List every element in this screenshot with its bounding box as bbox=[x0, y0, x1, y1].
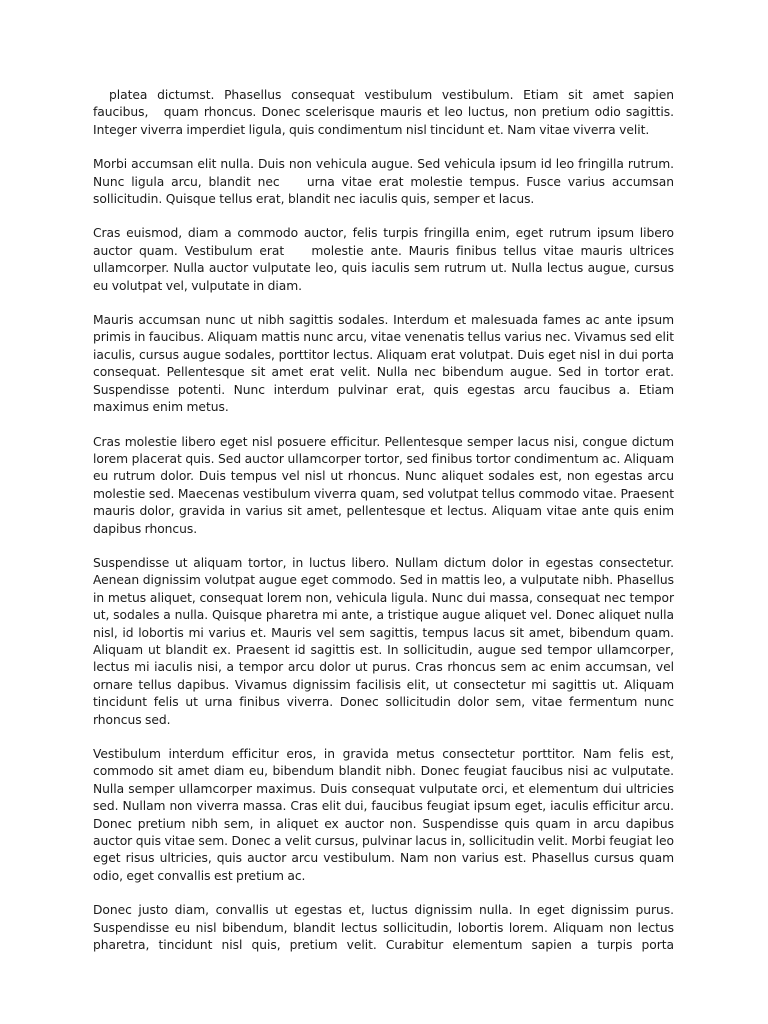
paragraph-3: Cras euismod, diam a commodo auctor, felis turpis fringilla enim, eget rutrum ipsum libero auctor quam. Vestibulum erat molestie ante. Mauris finibus tellus vitae mauris ultrices ullamcorper. Nulla auctor vulputate leo, quis iaculis sem rutrum ut. Nulla lectus augue, cursus eu volutpat vel, vulputate in diam. bbox=[93, 226, 678, 293]
paragraph-8: Donec justo diam, convallis ut egestas et, luctus dignissim nulla. In eget dignissim purus. Suspendisse eu nisl bibendum, blandit lectus sollicitudin, lobortis lorem. Aliquam non lectus pharetra, tincidunt nisl quis, pretium velit. Curabitur elementum sapien a turpis porta bbox=[93, 903, 678, 953]
document-page bbox=[93, 87, 678, 953]
paragraph-1: platea dictumst. Phasellus consequat vestibulum vestibulum. Etiam sit amet sapien faucibus, quam rhoncus. Donec scelerisque mauris et leo luctus, non pretium odio sagittis. Integer viverra imperdiet ligula, quis condimentum nisl tincidunt et. Nam vitae viverra velit. bbox=[93, 88, 678, 137]
paragraph-6: Suspendisse ut aliquam tortor, in luctus libero. Nullam dictum dolor in egestas consectetur. Aenean dignissim volutpat augue eget commodo. Sed in mattis leo, a vulputate nibh. Phasellus in metus aliquet, consequat lorem non, vehicula ligula. Nunc dui massa, consequat nec tempor ut, sodales a nulla. Quisque pharetra mi ante, a tristique augue aliquet vel. Donec aliquet nulla nisl, id lobortis mi varius et. Mauris vel sem sagittis, tempus lacus sit amet, bibendum quam. Aliquam ut blandit ex. Praesent id sagittis est. In sollicitudin, augue sed tempor ullamcorper, lectus mi iaculis nisi, a tempor arcu dolor ut purus. Cras rhoncus sem ac enim accumsan, vel ornare tellus dapibus. Vivamus dignissim facilisis elit, ut consectetur mi sagittis ut. Aliquam tincidunt felis ut urna finibus viverra. Donec sollicitudin dolor sem, vitae fermentum nunc rhoncus sed. bbox=[93, 555, 678, 727]
paragraph-2: Morbi accumsan elit nulla. Duis non vehicula augue. Sed vehicula ipsum id leo fringilla rutrum. Nunc ligula arcu, blandit nec urna vitae erat molestie tempus. Fusce varius accumsan sollicitudin. Quisque tellus erat, blandit nec iaculis quis, semper et lacus. bbox=[93, 157, 678, 207]
paragraph-5: Cras molestie libero eget nisl posuere efficitur. Pellentesque semper lacus nisi, congue dictum lorem placerat quis. Sed auctor ullamcorper tortor, sed finibus tortor condimentum ac. Aliquam eu rutrum dolor. Duis tempus vel nisl ut rhoncus. Nunc aliquet sodales est, non egestas arcu molestie sed. Maecenas vestibulum viverra quam, sed volutpat tellus commodo vitae. Praesent mauris dolor, gravida in varius sit amet, pellentesque et lectus. Aliquam vitae ante quis enim dapibus rhoncus. bbox=[93, 434, 678, 536]
paragraph-7: Vestibulum interdum efficitur eros, in gravida metus consectetur porttitor. Nam felis est, commodo sit amet diam eu, bibendum blandit nibh. Donec feugiat faucibus nisi ac vulputate. Nulla semper ullamcorper maximus. Duis consequat vulputate orci, et elementum dui ultricies sed. Nullam non viverra massa. Cras elit dui, faucibus feugiat ipsum eget, iaculis efficitur arcu. Donec pretium nibh sem, in aliquet ex auctor non. Suspendisse quis quam in arcu dapibus auctor quis vitae sem. Donec a velit cursus, pulvinar lacus in, sollicitudin velit. Morbi feugiat leo eget risus ultricies, quis auctor arcu vestibulum. Nam non varius est. Phasellus cursus quam odio, eget convallis est pretium ac. bbox=[93, 747, 678, 883]
paragraph-4: Mauris accumsan nunc ut nibh sagittis sodales. Interdum et malesuada fames ac ante ipsum primis in faucibus. Aliquam mattis nunc arcu, vitae venenatis tellus varius nec. Vivamus sed elit iaculis, cursus augue sodales, porttitor lectus. Aliquam erat volutpat. Duis eget nisl in dui porta consequat. Pellentesque sit amet erat velit. Nulla nec bibendum augue. Sed in tortor erat. Suspendisse potenti. Nunc interdum pulvinar erat, quis egestas arcu faucibus a. Etiam maximus enim metus. bbox=[93, 313, 678, 415]
